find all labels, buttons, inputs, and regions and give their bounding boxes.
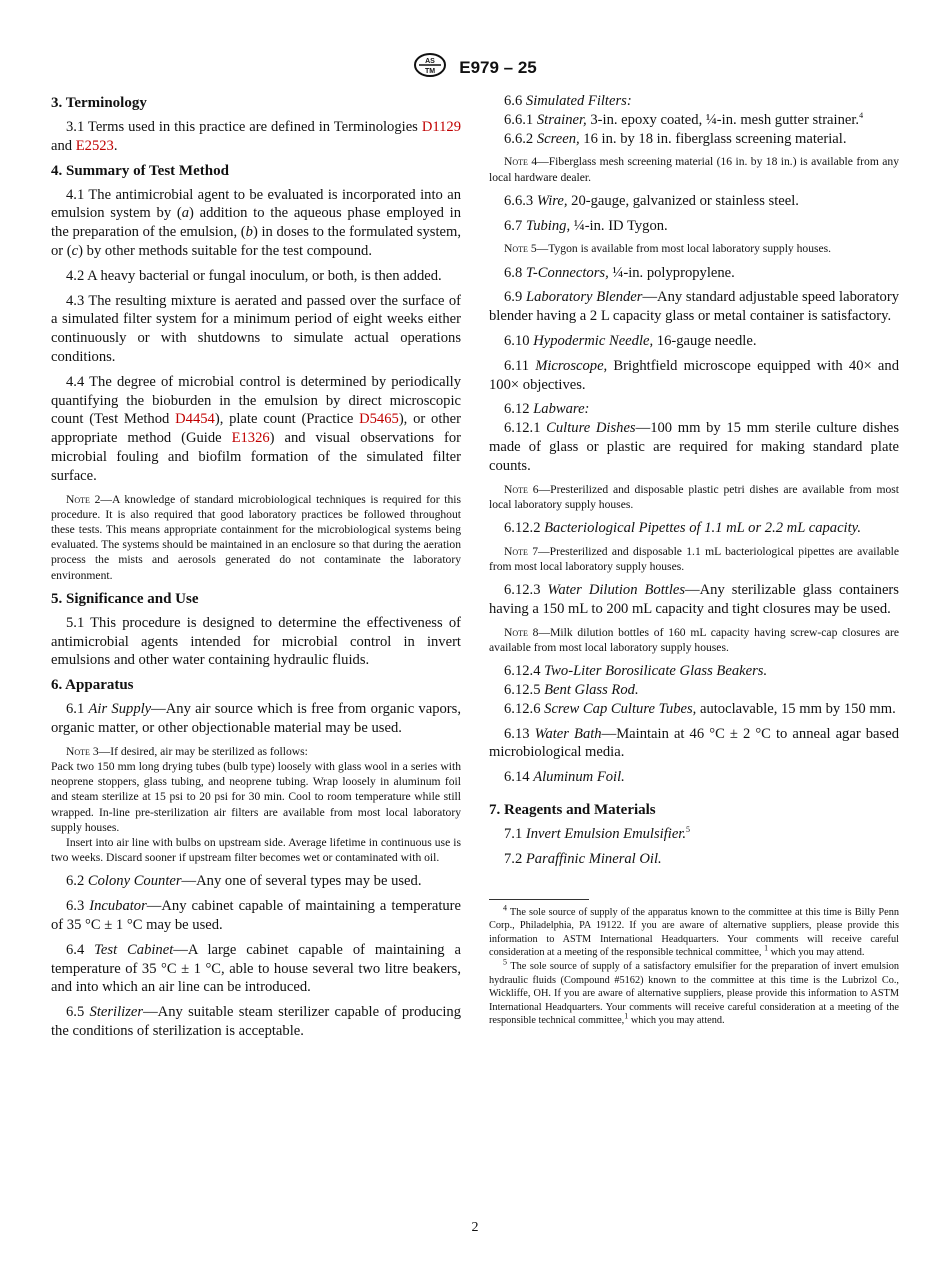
para-6-12-2: 6.12.2 Bacteriological Pipettes of 1.1 mL or 2.2 mL capacity. (504, 519, 861, 536)
para-5-1: 5.1 This procedure is designed to determine the effectiveness of antimicrobial agents intended for microbial control in invert emulsions and other water containing hydraulic fluids. (51, 614, 461, 669)
footnote-5: $^5$ The sole source of supply of a satisfactory emulsifier for the preparation of invert emulsion hydraulic fluids (Compound #5162) known to the committee at this time is the Lubrizol Co., Wickliffe, OH. If you are aware of alternative suppliers, please provide this information to ASTM International Headquarters. Your comments will receive careful consideration at a meeting of the responsible technical committee,$^1$ which you may attend. (489, 957, 899, 1027)
para-6-7: 6.7 Tubing, ¼-in. ID Tygon. (504, 217, 668, 234)
para-6-6-1: 6.6.1 Strainer, 3-in. epoxy coated, ¼-in. mesh gutter strainer.$^4$ (504, 110, 864, 128)
footnote-4: $^4$ The sole source of supply of the apparatus known to the committee at this time is Billy Penn Corp., Philadelphia, PA 19122. If you are aware of alternative suppliers, please provide this information to ASTM International Headquarters. Your comments will receive careful consideration at a meeting of the responsible technical committee, $^1$ which you may attend. (489, 903, 899, 959)
note-6: Note 6—Presterilized and disposable plastic petri dishes are available from most local laboratory supply houses. (489, 482, 899, 511)
para-7-1: 7.1 Invert Emulsion Emulsifier.$^5$ (504, 825, 691, 842)
para-6-6-2: 6.6.2 Screen, 16 in. by 18 in. fiberglass screening material. (504, 130, 847, 147)
para-6-6: 6.6 Simulated Filters: (504, 93, 632, 109)
para-6-12-1: 6.12.1 Culture Dishes—100 mm by 15 mm sterile culture dishes made of glass or plastic are required for making standard plate counts. (489, 420, 899, 474)
para-6-13: 6.13 Water Bath—Maintain at 46 °C ± 2 °C to anneal agar based microbiological media. (489, 725, 899, 761)
para-6-12-6: 6.12.6 Screw Cap Culture Tubes, autoclavable, 15 mm by 150 mm. (504, 700, 896, 717)
para-6-6-3: 6.6.3 Wire, 20-gauge, galvanized or stainless steel. (504, 192, 799, 209)
para-6-4: 6.4 Test Cabinet—A large cabinet capable of maintaining a temperature of 35 °C ± 1 °C, able to house several two litre beakers, and into which an air line can be introduced. (51, 941, 461, 996)
note-3-body-2: Insert into air line with bulbs on upstream side. Average lifetime in continuous use is two weeks. Discard sooner if upstream filter becomes wet or contaminated with oil. (51, 835, 461, 865)
para-4-2: 4.2 A heavy bacterial or fungal inoculum, or both, is then added. (66, 267, 442, 284)
link-d4454[interactable]: D4454 (175, 411, 215, 428)
page-header (0, 52, 950, 83)
section-3-heading: 3. Terminology (51, 95, 147, 111)
note-5: Note 5—Tygon is available from most local laboratory supply houses. (504, 242, 832, 256)
footnote-divider (489, 899, 589, 900)
document-id: E979 – 25 (459, 57, 537, 77)
footnote-ref-5[interactable]: 5 (686, 825, 691, 835)
para-6-3: 6.3 Incubator—Any cabinet capable of maintaining a temperature of 35 °C ± 1 °C may be used. (51, 898, 462, 933)
note-4: Note 4—Fiberglass mesh screening material (16 in. by 18 in.) is available from any local hardware dealer. (489, 155, 899, 184)
para-6-8: 6.8 T-Connectors, ¼-in. polypropylene. (504, 264, 735, 281)
svg-text:AS: AS (425, 58, 436, 65)
para-6-11: 6.11 Microscope, Brightfield microscope equipped with 40× and 100× objectives. (489, 357, 899, 393)
left-column (51, 92, 461, 1047)
footnote-ref-4[interactable]: 4 (859, 110, 864, 120)
para-6-12-3: 6.12.3 Water Dilution Bottles—Any sterilizable glass containers having a 150 mL to 200 mL capacity and tight closures may be used. (489, 582, 899, 617)
link-d1129[interactable]: D1129 (421, 119, 461, 135)
para-6-1: 6.1 Air Supply—Any air source which is free from organic vapors, organic matter, or other objectionable material may be used. (51, 701, 461, 736)
para-4-4: 4.4 The degree of microbial control is determined by periodically quantifying the bioburden in the emulsion by direct microscopic count (Test Method D4454), plate count (Practice D5465), or other appropriate method (Guide E1326) and visual observations for microbial fouling and biofilm formation of the simulated filter surface. (51, 373, 462, 484)
section-5-heading: 5. Significance and Use (51, 590, 199, 607)
section-6-heading: 6. Apparatus (51, 677, 134, 694)
note-7: Note 7—Presterilized and disposable 1.1 mL bacteriological pipettes are available from most local laboratory supply houses. (489, 544, 899, 573)
svg-text:TM: TM (425, 68, 436, 75)
para-6-12-5: 6.12.5 Bent Glass Rod. (504, 681, 639, 698)
astm-logo-icon (413, 52, 447, 83)
note-8: Note 8—Milk dilution bottles of 160 mL capacity having screw-cap closures are available from most local laboratory supply houses. (489, 625, 899, 654)
para-6-12: 6.12 Labware: (504, 401, 590, 418)
para-6-2: 6.2 Colony Counter—Any one of several types may be used. (66, 873, 422, 890)
note-3-body-1: Pack two 150 mm long drying tubes (bulb type) loosely with glass wool in a series with neoprene stoppers, glass tubing, and neoprene tubing. Wrap loosely in aluminum foil and steam sterilize at 15 psi to 20 psi for 30 min. Cool to room temperature while still wrapped. In-line pre-sterilization air filters are available from most local laboratory supply houses. (51, 759, 461, 834)
para-6-14: 6.14 Aluminum Foil. (504, 769, 625, 786)
section-4-heading: 4. Summary of Test Method (51, 162, 229, 179)
para-4-1: 4.1 The antimicrobial agent to be evaluated is incorporated into an emulsion system by (a) addition to the aqueous phase employed in the preparation of the emulsion, (b) in doses to the formulated system, or (c) by other methods suitable for the test compound. (51, 186, 461, 259)
para-4-3: 4.3 The resulting mixture is aerated and passed over the surface of a simulated filter system for a minimum period of eight weeks either continuously or with shutdowns to simulate actual operations conditions. (51, 292, 461, 365)
link-e2523[interactable]: E2523 (75, 137, 114, 154)
section-7-heading: 7. Reagents and Materials (489, 801, 656, 818)
para-6-10: 6.10 Hypodermic Needle, 16-gauge needle. (504, 332, 757, 349)
para-7-2: 7.2 Paraffinic Mineral Oil. (504, 850, 662, 867)
para-6-12-4: 6.12.4 Two-Liter Borosilicate Glass Beakers. (504, 663, 768, 680)
right-column (489, 92, 899, 1028)
para-3-1: 3.1 Terms used in this practice are defined in Terminologies D1129 and E2523. (51, 119, 461, 154)
para-6-5: 6.5 Sterilizer—Any suitable steam sterilizer capable of producing the conditions of sterilization is acceptable. (51, 1004, 461, 1039)
page-number: 2 (471, 1220, 479, 1235)
link-e1326[interactable]: E1326 (231, 430, 270, 447)
note-3: Note 3—If desired, air may be sterilized as follows: (66, 744, 308, 758)
link-d5465[interactable]: D5465 (359, 411, 399, 428)
note-2: Note 2—A knowledge of standard microbiological techniques is required for this procedure. It is also required that good laboratory practices be followed throughout these tests. This means appropriate containment for the microbiological systems being evaluated. The systems should be maintained in an enclosure so that during the aeration process the mists and aerosols generated do not contaminate the laboratory environment. (51, 492, 461, 582)
para-6-9: 6.9 Laboratory Blender—Any standard adjustable speed laboratory blender having a 2 L capacity glass or metal container is satisfactory. (489, 289, 900, 325)
